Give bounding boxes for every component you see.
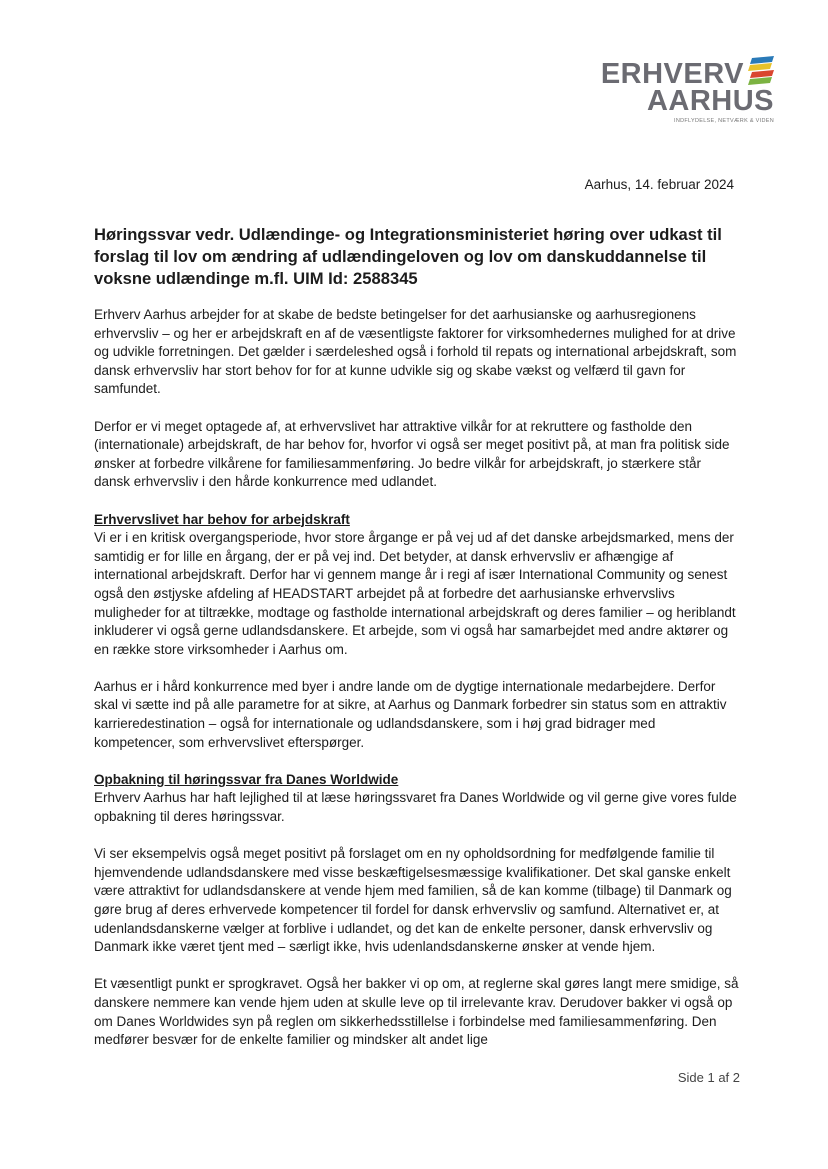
paragraph-intro: Erhverv Aarhus arbejder for at skabe de bedste betingelser for det aarhusianske og aarhusregionens erhvervsliv – og her er arbejdskraft en af de væsentligste faktorer for virksomhedernes mulighed for at drive og udvikle forretningen. Det gælder i særdeleshed også i forhold til repats og international arbejdskraft, som dansk erhvervsliv har stort behov for for at kunne udvikle sig og skabe vækst og velfærd til gavn for samfundet. xyxy=(94,307,737,397)
section-heading-support: Opbakning til høringssvar fra Danes Worldwide xyxy=(94,771,399,787)
page-number: Side 1 af 2 xyxy=(677,1070,740,1085)
logo-word-erhverv: ERHVERV xyxy=(600,58,744,90)
logo-tagline: INDFLYDELSE, NETVÆRK & VIDEN xyxy=(674,118,774,124)
document-body xyxy=(94,306,739,1068)
section-labour xyxy=(94,511,739,660)
letter-date: Aarhus, 14. februar 2024 xyxy=(584,177,734,192)
section-support xyxy=(94,771,739,827)
paragraph-language-requirement: Et væsentligt punkt er sprogkravet. Også her bakker vi op om, at reglerne skal gøres langt mere smidige, så danskere nemmere kan vende hjem uden at skulle leve op til irrelevante krav. Derudover bakker vi også op om Danes Worldwides syn på reglen om sikkerhedsstillelse i forbindelse med familiesammenføring. Den medfører besvær for de enkelte familier og mindsker alt andet lige xyxy=(94,976,739,1048)
logo-word-aarhus: AARHUS xyxy=(646,85,774,117)
paragraph-support-statement: Erhverv Aarhus har haft lejlighed til at læse høringssvaret fra Danes Worldwide og vil gerne give vores fulde opbakning til deres høringssvar. xyxy=(94,790,737,825)
paragraph-transition-period: Vi er i en kritisk overgangsperiode, hvor store årgange er på vej ud af det danske arbejdsmarked, mens der samtidig er for lille en årgang, der er på vej ind. Det betyder, at dansk erhvervsliv er afhængige af international arbejdskraft. Derfor har vi gennem mange år i regi af især International Community og senest også den østjyske afdeling af HEADSTART arbejdet på at forbedre det aarhusianske erhvervslivs muligheder for at tiltrække, modtage og fastholde international arbejdskraft og deres familier – og heriblandt inkluderer vi også gerne udlandsdanskere. Et arbejde, som vi også har samarbejdet med andre aktører og en række store virksomheder i Aarhus om. xyxy=(94,530,736,657)
document-title: Høringssvar vedr. Udlændinge- og Integrationsministeriet høring over udkast til forslag til lov om ændring af udlændingeloven og lov om danskuddannelse til voksne udlændinge m.fl. UIM Id: 2588345 xyxy=(94,225,722,288)
erhverv-aarhus-logo xyxy=(600,54,794,126)
paragraph-competition: Aarhus er i hård konkurrence med byer i andre lande om de dygtige internationale medarbejdere. Derfor skal vi sætte ind på alle parametre for at sikre, at Aarhus og Danmark forbedrer sin status som en attraktiv karrieredestination – også for internationale og udlandsdanskere, som i høj grad bidrager med kompetencer, som erhvervslivet efterspørger. xyxy=(94,678,727,750)
logo-stripes-icon xyxy=(746,56,776,88)
paragraph-attractive-conditions: Derfor er vi meget optagede af, at erhvervslivet har attraktive vilkår for at rekruttere og fastholde den (internationale) arbejdskraft, de har behov for, hvorfor vi også ser meget positivt på, at man fra politisk side ønsker at forbedre vilkårene for familiesammenføring. Jo bedre vilkår for arbejdskraft, jo stærkere står dansk erhvervsliv i den hårde konkurrence med udlandet. xyxy=(94,418,730,490)
paragraph-residence-scheme: Vi ser eksempelvis også meget positivt på forslaget om en ny opholdsordning for medfølgende familie til hjemvendende udlandsdanskere med visse beskæftigelsesmæssige kvalifikationer. Det skal ganske enkelt være attraktivt for udlandsdanskere at vende hjem med familien, så de kan komme (tilbage) til Danmark og gøre brug af deres erhvervede kompetencer til fordel for dansk erhvervsliv og samfund. Alternativet er, at udenlandsdanskerne vælger at forblive i udlandet, og det kan de enkelte personer, dansk erhvervsliv og Danmark ikke været tjent med – særligt ikke, hvis udenlandsdanskerne ønsker at vende hjem. xyxy=(94,846,732,955)
section-heading-labour: Erhvervslivet har behov for arbejdskraft xyxy=(94,511,350,527)
